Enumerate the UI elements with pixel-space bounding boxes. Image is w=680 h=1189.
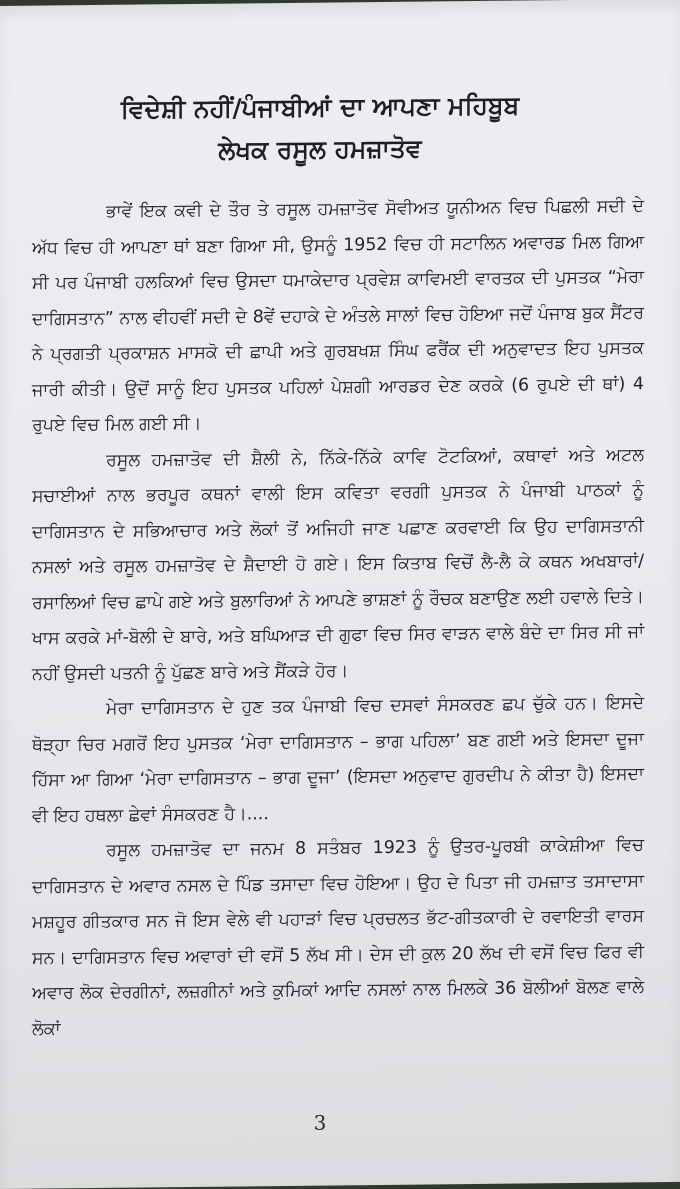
chapter-body <box>32 189 644 1047</box>
paragraph: ਰਸੂਲ ਹਮਜ਼ਾਤੋਵ ਦਾ ਜਨਮ 8 ਸਤੰਬਰ 1923 ਨੂੰ ਉਤਰ-ਪੂਰਬੀ ਕਾਕੇਸ਼ੀਆ ਵਿਚ ਦਾਗਿਸਤਾਨ ਦੇ ਅਵਾਰ ਨਸਲ ਦੇ ਪਿੰਡ ਤਸਾਦਾ ਵਿਚ ਹੋਇਆ। ਉਹ ਦੇ ਪਿਤਾ ਜੀ ਹਮਜ਼ਾਤ ਤਸਾਦਾਸਾ ਮਸ਼ਹੂਰ ਗੀਤਕਾਰ ਸਨ ਜੋ ਇਸ ਵੇਲੇ ਵੀ ਪਹਾੜਾਂ ਵਿਚ ਪ੍ਰਚਲਤ ਭੱਟ-ਗੀਤਕਾਰੀ ਦੇ ਰਵਾਇਤੀ ਵਾਰਸ ਸਨ। ਦਾਗਿਸਤਾਨ ਵਿਚ ਅਵਾਰਾਂ ਦੀ ਵਸੋਂ 5 ਲੱਖ ਸੀ। ਦੇਸ ਦੀ ਕੁਲ 20 ਲੱਖ ਦੀ ਵਸੋਂ ਵਿਚ ਫਿਰ ਵੀ ਅਵਾਰ ਲੋਕ ਦੇਰਗੀਨਾਂ, ਲਜ਼ਗੀਨਾਂ ਅਤੇ ਕੁਮਿਕਾਂ ਆਦਿ ਨਸਲਾਂ ਨਾਲ ਮਿਲਕੇ 36 ਬੋਲੀਆਂ ਬੋਲਣ ਵਾਲੇ ਲੋਕਾਂ <box>32 835 644 1040</box>
page-number: 3 <box>313 1110 327 1135</box>
chapter-title-line-1: ਵਿਦੇਸ਼ੀ ਨਹੀਂ/ਪੰਜਾਬੀਆਂ ਦਾ ਆਪਣਾ ਮਹਿਬੂਬ <box>120 90 520 124</box>
paragraph: ਰਸੂਲ ਹਮਜ਼ਾਤੋਵ ਦੀ ਸ਼ੈਲੀ ਨੇ, ਨਿੱਕੇ-ਨਿੱਕੇ ਕਾਵਿ ਟੋਟਕਿਆਂ, ਕਥਾਵਾਂ ਅਤੇ ਅਟਲ ਸਚਾਈਆਂ ਨਾਲ ਭਰਪੂਰ ਕਥਨਾਂ ਵਾਲੀ ਇਸ ਕਵਿਤਾ ਵਰਗੀ ਪੁਸਤਕ ਨੇ ਪੰਜਾਬੀ ਪਾਠਕਾਂ ਨੂੰ ਦਾਗਿਸਤਾਨ ਦੇ ਸਭਿਆਚਾਰ ਅਤੇ ਲੋਕਾਂ ਤੋਂ ਅਜਿਹੀ ਜਾਣ ਪਛਾਣ ਕਰਵਾਈ ਕਿ ਉਹ ਦਾਗਿਸਤਾਨੀ ਨਸਲਾਂ ਅਤੇ ਰਸੂਲ ਹਮਜ਼ਾਤੋਵ ਦੇ ਸ਼ੈਦਾਈ ਹੋ ਗਏ। ਇਸ ਕਿਤਾਬ ਵਿਚੋਂ ਲੈ-ਲੈ ਕੇ ਕਥਨ ਅਖਬਾਰਾਂ/ਰਸਾਲਿਆਂ ਵਿਚ ਛਾਪੇ ਗਏ ਅਤੇ ਬੁਲਾਰਿਆਂ ਨੇ ਆਪਣੇ ਭਾਸ਼ਣਾਂ ਨੂੰ ਰੌਚਕ ਬਣਾਉਣ ਲਈ ਹਵਾਲੇ ਦਿਤੇ। ਖਾਸ ਕਰਕੇ ਮਾਂ-ਬੋਲੀ ਦੇ ਬਾਰੇ, ਅਤੇ ਬਘਿਆੜ ਦੀ ਗੁਫਾ ਵਿਚ ਸਿਰ ਵਾੜਨ ਵਾਲੇ ਬੰਦੇ ਦਾ ਸਿਰ ਸੀ ਜਾਂ ਨਹੀਂ ਉਸਦੀ ਪਤਨੀ ਨੂੰ ਪੁੱਛਣ ਬਾਰੇ ਅਤੇ ਸੈਂਕੜੇ ਹੋਰ। <box>32 444 644 685</box>
paragraph: ਮੇਰਾ ਦਾਗਿਸਤਾਨ ਦੇ ਹੁਣ ਤਕ ਪੰਜਾਬੀ ਵਿਚ ਦਸਵਾਂ ਸੰਸਕਰਣ ਛਪ ਚੁੱਕੇ ਹਨ। ਇਸਦੇ ਥੋੜ੍ਹਾ ਚਿਰ ਮਗਰੋਂ ਇਹ ਪੁਸਤਕ ‘ਮੇਰਾ ਦਾਗਿਸਤਾਨ – ਭਾਗ ਪਹਿਲਾ’ ਬਣ ਗਈ ਅਤੇ ਇਸਦਾ ਦੂਜਾ ਹਿੱਸਾ ਆ ਗਿਆ ‘ਮੇਰਾ ਦਾਗਿਸਤਾਨ – ਭਾਗ ਦੂਜਾ’ (ਇਸਦਾ ਅਨੁਵਾਦ ਗੁਰਦੀਪ ਨੇ ਕੀਤਾ ਹੈ) ਇਸਦਾ ਵੀ ਇਹ ਹਥਲਾ ਛੇਵਾਂ ਸੰਸਕਰਣ ਹੈ।.... <box>32 693 644 827</box>
chapter-title-line-2: ਲੇਖਕ ਰਸੂਲ ਹਮਜ਼ਾਤੋਵ <box>218 133 422 165</box>
paragraph: ਭਾਵੇਂ ਇਕ ਕਵੀ ਦੇ ਤੌਰ ਤੇ ਰਸੂਲ ਹਮਜ਼ਾਤੋਵ ਸੋਵੀਅਤ ਯੂਨੀਅਨ ਵਿਚ ਪਿਛਲੀ ਸਦੀ ਦੇ ਅੱਧ ਵਿਚ ਹੀ ਆਪਣਾ ਥਾਂ ਬਣਾ ਗਿਆ ਸੀ, ਉਸਨੂੰ 1952 ਵਿਚ ਹੀ ਸਟਾਲਿਨ ਅਵਾਰਡ ਮਿਲ ਗਿਆ ਸੀ ਪਰ ਪੰਜਾਬੀ ਹਲਕਿਆਂ ਵਿਚ ਉਸਦਾ ਧਮਾਕੇਦਾਰ ਪ੍ਰਵੇਸ਼ ਕਾਵਿਮਈ ਵਾਰਤਕ ਦੀ ਪੁਸਤਕ “ਮੇਰਾ ਦਾਗਿਸਤਾਨ” ਨਾਲ ਵੀਹਵੀਂ ਸਦੀ ਦੇ 8ਵੇਂ ਦਹਾਕੇ ਦੇ ਅੰਤਲੇ ਸਾਲਾਂ ਵਿਚ ਹੋਇਆ ਜਦੋਂ ਪੰਜਾਬ ਬੁਕ ਸੈਂਟਰ ਨੇ ਪ੍ਰਗਤੀ ਪ੍ਰਕਾਸ਼ਨ ਮਾਸਕੋ ਦੀ ਛਾਪੀ ਅਤੇ ਗੁਰਬਖਸ਼ ਸਿੰਘ ਫਰੈਂਕ ਦੀ ਅਨੁਵਾਦਤ ਇਹ ਪੁਸਤਕ ਜਾਰੀ ਕੀਤੀ। ਉਦੋਂ ਸਾਨੂੰ ਇਹ ਪੁਸਤਕ ਪਹਿਲਾਂ ਪੇਸ਼ਗੀ ਆਰਡਰ ਦੇਣ ਕਰਕੇ (6 ਰੁਪਏ ਦੀ ਥਾਂ) 4 ਰੁਪਏ ਵਿਚ ਮਿਲ ਗਈ ਸੀ। <box>32 196 644 436</box>
